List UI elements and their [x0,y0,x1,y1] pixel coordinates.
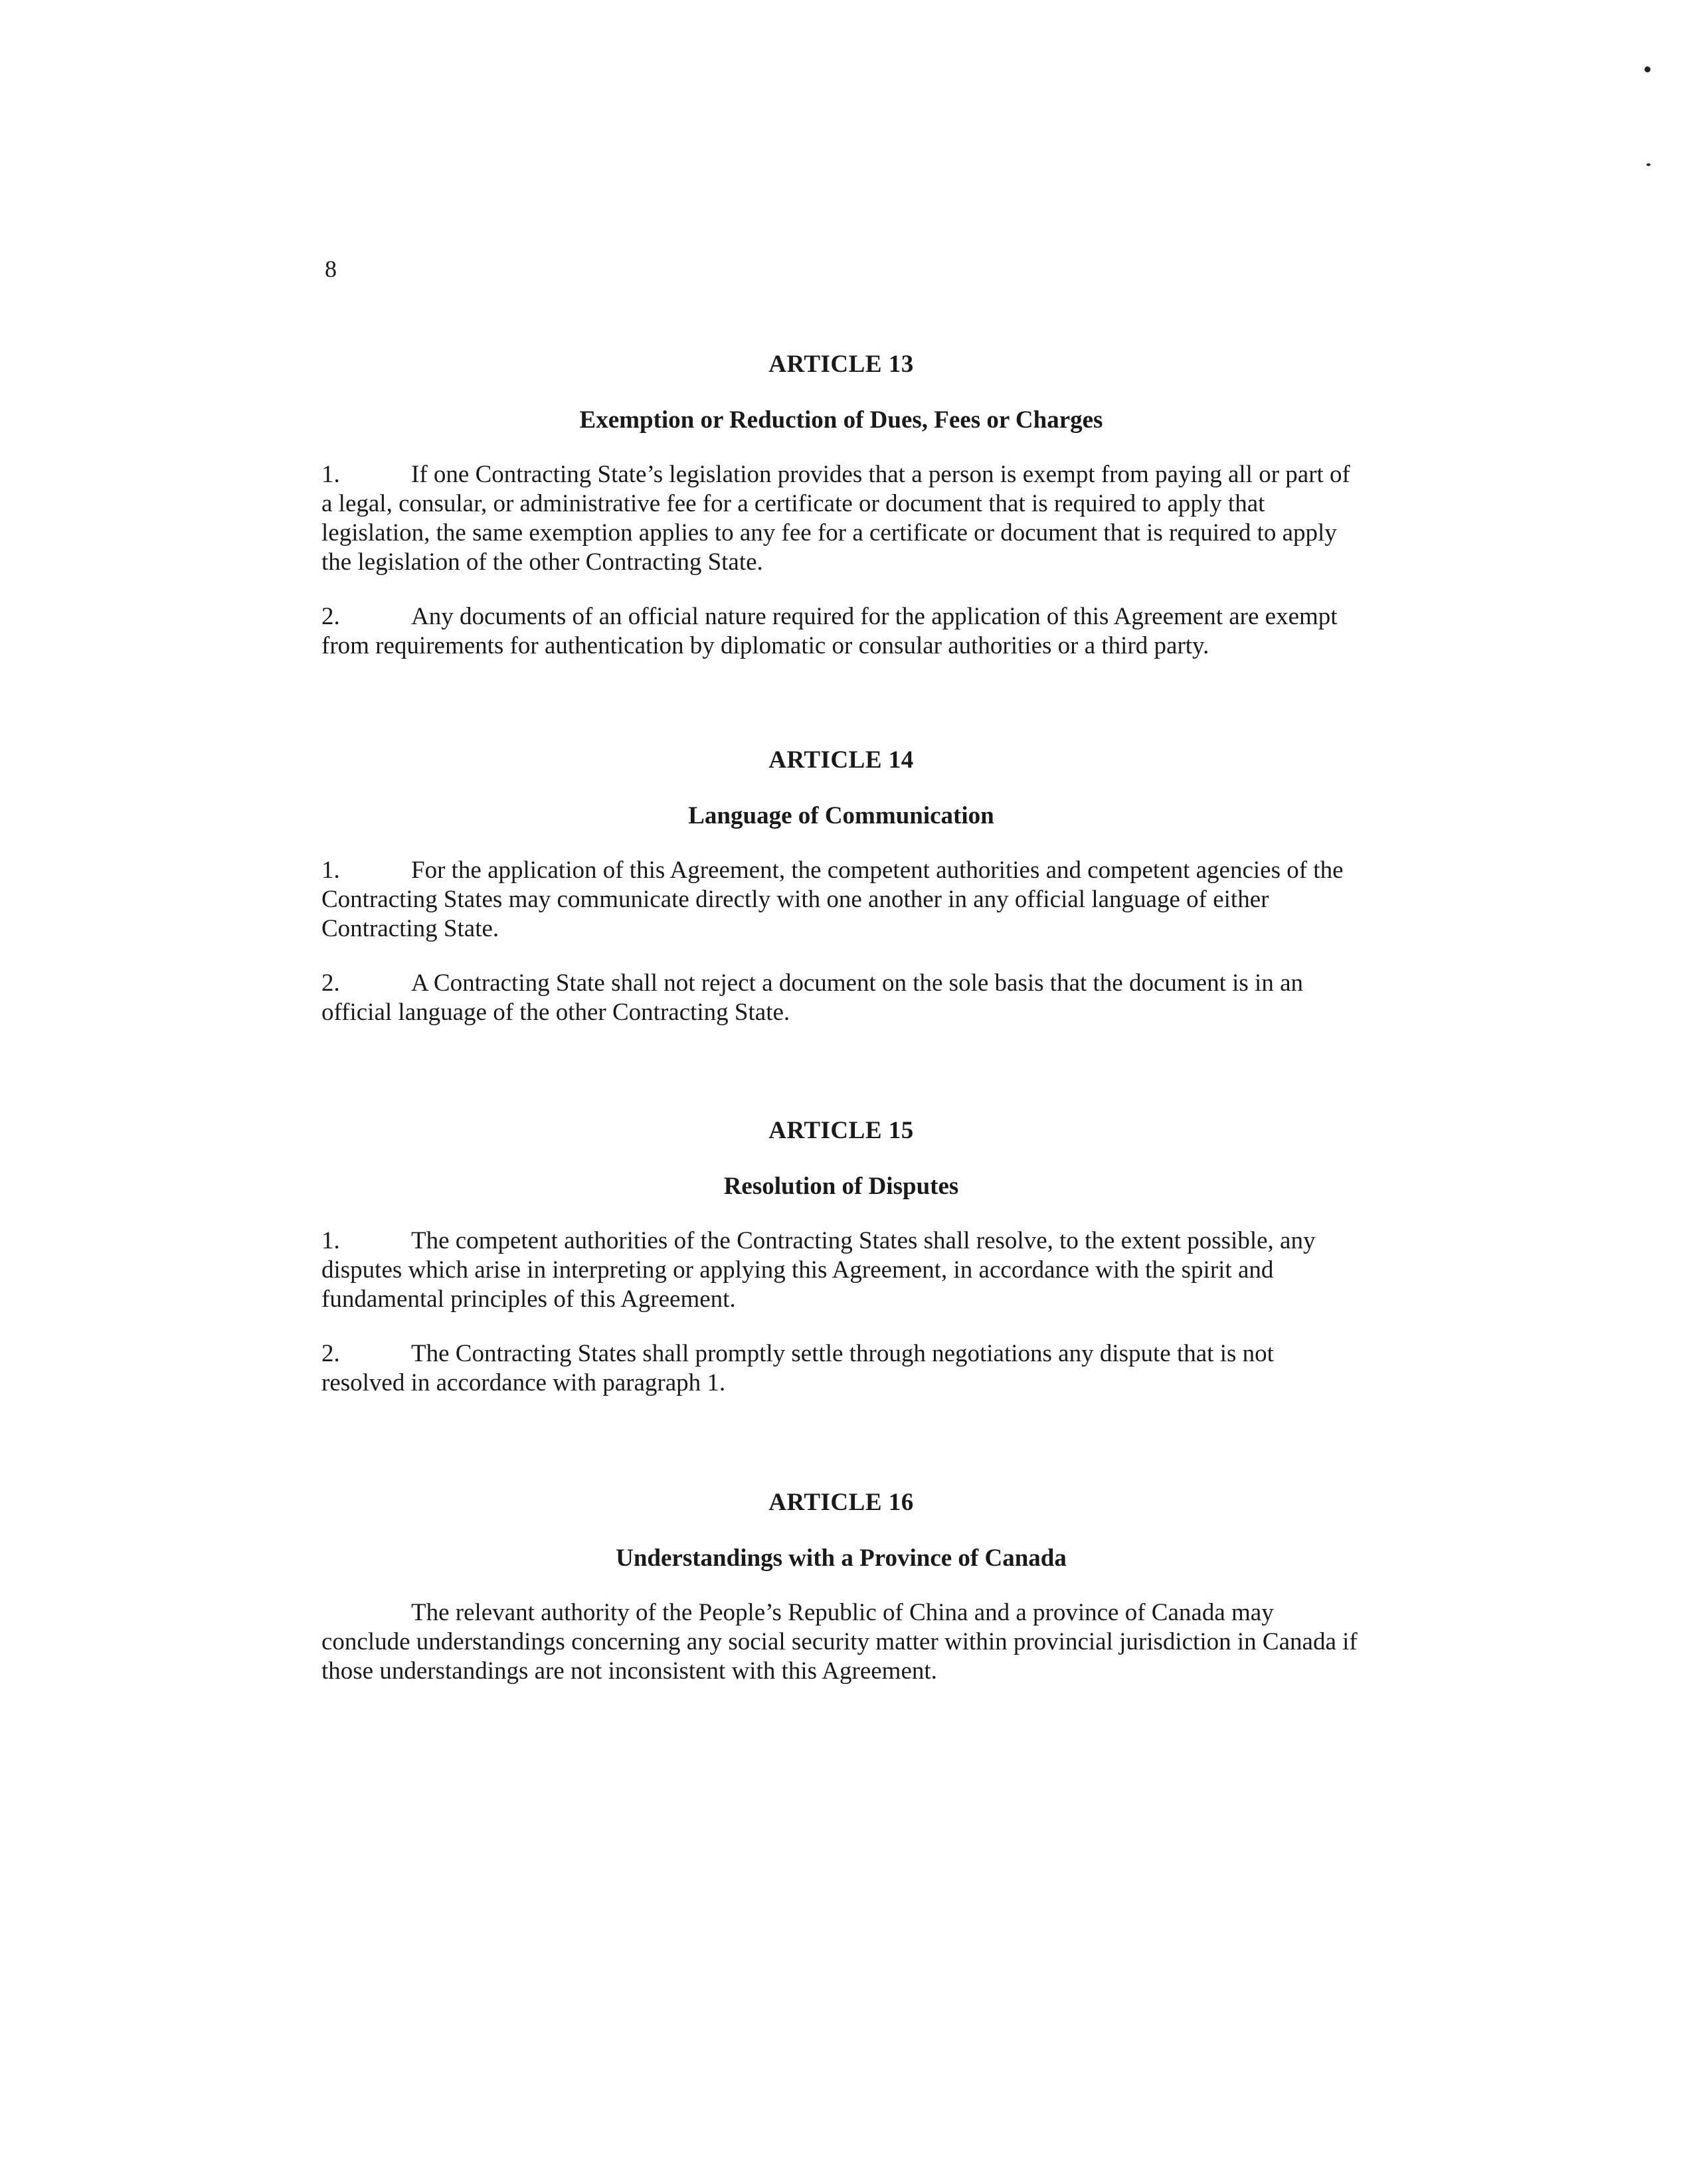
paragraph-text: The competent authorities of the Contracting States shall resolve, to the extent possible, any disputes which arise in interpreting or applying this Agreement, in accordance with the spirit and fundamental principles of this Agreement. [321,1227,1316,1313]
paragraph-text: The relevant authority of the People’s Republic of China and a province of Canada may conclude understandings concerning any social security matter within provincial jurisdiction in Canada if those understandings are not inconsistent with this Agreement. [321,1599,1358,1685]
paragraph-number: 2. [321,969,340,997]
paragraph-1 [321,460,1361,577]
paragraph-text: The Contracting States shall promptly settle through negotiations any dispute that is not resolved in accordance with paragraph 1. [321,1340,1274,1396]
scan-speck [1646,163,1650,166]
article-heading: ARTICLE 13 [768,351,914,378]
paragraph-1 [321,856,1361,944]
page-number: 8 [325,256,337,282]
article-13 [321,349,1361,661]
paragraph-number: 1. [321,1227,340,1254]
paragraph-number: 1. [321,857,340,884]
article-heading: ARTICLE 14 [768,746,914,774]
article-title: Language of Communication [688,802,994,829]
scan-speck [1644,66,1650,72]
paragraph-1 [321,1226,1361,1314]
article-heading: ARTICLE 15 [768,1117,914,1144]
article-16 [321,1487,1361,1686]
paragraph-2 [321,969,1361,1027]
paragraph-text: If one Contracting State’s legislation provides that a person is exempt from paying all or part of a legal, consular, or administrative fee for a certificate or document that is required to apply that legislation, the same exemption applies to any fee for a certificate or document that is required to apply the legislation of the other Contracting State. [321,461,1350,576]
paragraph-number: 2. [321,603,340,630]
paragraph-text: Any documents of an official nature required for the application of this Agreement are exempt from requirements for authentication by diplomatic or consular authorities or a third party. [321,603,1338,659]
article-title: Understandings with a Province of Canada [616,1545,1067,1572]
paragraph-2 [321,602,1361,661]
article-14 [321,744,1361,1027]
article-15 [321,1115,1361,1398]
paragraph-1 [321,1598,1361,1686]
paragraph-number: 1. [321,461,340,488]
paragraph-2 [321,1339,1361,1398]
article-title: Resolution of Disputes [723,1173,959,1200]
article-heading: ARTICLE 16 [768,1489,914,1516]
article-title: Exemption or Reduction of Dues, Fees or Charges [579,406,1103,434]
paragraph-number: 2. [321,1340,340,1367]
paragraph-text: For the application of this Agreement, the competent authorities and competent agencies of the Contracting States may communicate directly with one another in any official language of either Contracting State. [321,857,1344,942]
paragraph-text: A Contracting State shall not reject a document on the sole basis that the document is in an official language of the other Contracting State. [321,969,1304,1026]
